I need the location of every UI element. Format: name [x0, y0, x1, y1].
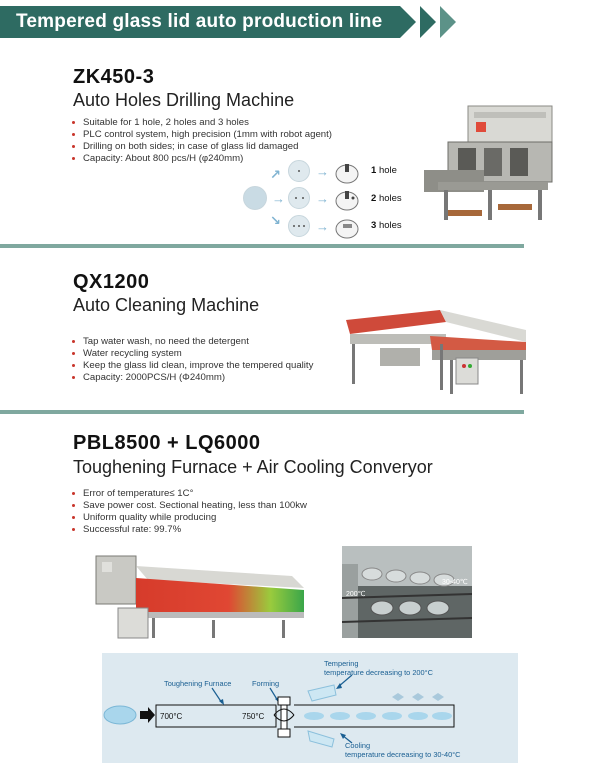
furnace-label: Toughening Furnace [164, 679, 232, 688]
section2-model: QX1200 [73, 271, 150, 293]
glass-lid-knob-icon [334, 159, 360, 185]
section2-features [70, 336, 313, 384]
glass-lid-icon [288, 187, 310, 209]
hole-dot-icon [302, 197, 304, 199]
process-flow-graphic [102, 653, 518, 763]
photo-temp-label: 30-40℃ [442, 579, 468, 586]
feature-item: Uniform quality while producing [70, 512, 307, 524]
process-diagram [102, 653, 518, 763]
toughening-furnace-image [92, 548, 310, 644]
glass-lid-knob-icon [334, 186, 360, 212]
section-divider [0, 410, 524, 414]
air-cooling-conveyor-image [342, 546, 472, 638]
section3-model: PBL8500 + LQ6000 [73, 432, 261, 454]
cooling-label: Cooling [345, 741, 371, 750]
feature-item: Error of temperature≤ 1C° [70, 488, 307, 500]
hole-option-label: 2 holes [371, 193, 402, 204]
forming-label: Forming [252, 679, 280, 688]
feature-item: Water recycling system [70, 348, 313, 360]
feature-item: Capacity: About 800 pcs/H (φ240mm) [70, 153, 332, 165]
tempering-label: Tempering [324, 659, 359, 668]
cleaning-machine-image [340, 300, 530, 400]
hole-dot-icon [293, 225, 295, 227]
chevron-right-icon [400, 6, 416, 38]
arrow-right-icon: → [316, 164, 329, 179]
drilling-machine-image [418, 100, 558, 228]
feature-item: Save power cost. Sectional heating, less than 100kw [70, 500, 307, 512]
arrow-right-icon: → [316, 191, 329, 206]
feature-item: Keep the glass lid clean, improve the tempered quality [70, 360, 313, 372]
feature-item: Suitable for 1 hole, 2 holes and 3 holes [70, 117, 332, 129]
arrow-right-icon: → [272, 191, 285, 206]
section3-name: Toughening Furnace + Air Cooling Converyor [73, 457, 433, 477]
chevron-right-icon [440, 6, 456, 38]
arrow-right-icon: ↘ [270, 213, 281, 228]
tempering-temp-label: temperature decreasing to 200°C [324, 668, 433, 677]
section1-model: ZK450-3 [73, 66, 155, 88]
furnace-entry-temp: 700°C [160, 712, 183, 721]
hole-dot-icon [303, 225, 305, 227]
feature-item: Tap water wash, no need the detergent [70, 336, 313, 348]
section1-features [70, 117, 332, 165]
hole-dot-icon [295, 197, 297, 199]
cooling-temp-label: temperature decreasing to 30-40°C [345, 750, 461, 759]
feature-item: Successful rate: 99.7% [70, 524, 307, 536]
page-banner [0, 6, 400, 38]
hole-option-label: 3 holes [371, 220, 402, 231]
furnace-exit-temp: 750°C [242, 712, 265, 721]
feature-item: Capacity: 2000PCS/H (Φ240mm) [70, 372, 313, 384]
section2-name: Auto Cleaning Machine [73, 295, 260, 315]
chevron-right-icon [420, 6, 436, 38]
arrow-right-icon: ↗ [270, 167, 281, 182]
feature-item: PLC control system, high precision (1mm with robot agent) [70, 129, 332, 141]
photo-temp-label: 200℃ [346, 591, 366, 598]
arrow-right-icon: → [316, 219, 329, 234]
banner-title: Tempered glass lid auto production line [16, 11, 383, 32]
hole-dot-icon [298, 170, 300, 172]
glass-lid-knob-icon [334, 214, 360, 240]
section3-features [70, 488, 307, 536]
section1-name: Auto Holes Drilling Machine [73, 90, 295, 110]
hole-dot-icon [298, 225, 300, 227]
section-divider [0, 244, 524, 248]
glass-lid-icon [243, 186, 267, 210]
hole-option-label: 1 hole [371, 165, 397, 176]
feature-item: Drilling on both sides; in case of glass lid damaged [70, 141, 332, 153]
